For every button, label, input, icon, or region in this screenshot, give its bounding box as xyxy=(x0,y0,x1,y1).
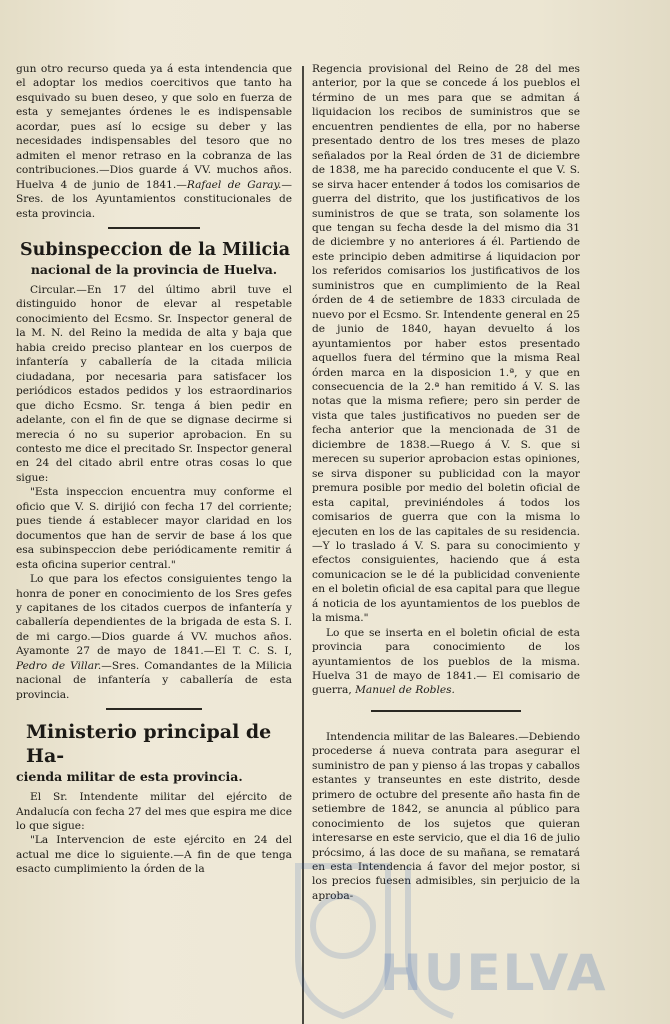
left-column xyxy=(16,62,292,877)
section-heading-ministerio: Ministerio principal de Ha- xyxy=(26,721,272,768)
paragraph-regencia: Regencia provisional del Reino de 28 del mes anterior, por la que se concede á los pueblos el término de un mes para que se admitan á liquidacion los recibos de suministros que se encuentren pendientes de ella, por no haberse presentado dentro de los tres meses de plazo señalados por la Real órden de 31 de diciembre de 1838, me ha parecido conducente el que V. S. se sirva hacer entender á todos los comisarios de guerra del distrito, que los justificativos de los suministros de que se trata, son solamente los que tengan su fecha desde la del mismo dia 31 de diciembre y no anteriores á él. Partiendo de este principio deben admitirse á liquidacion por los referidos comisarios los justificativos de los suministros que en cumplimiento de la Real órden de 4 de setiembre de 1833 circulada de nuevo por el Ecsmo. Sr. Intendente general en 25 de junio de 1840, hayan devuelto á los ayuntamientos por haber estos presentado aquellos fuera del término que la misma Real órden marca en la disposicion 1.ª, y que en consecuencia de la 2.ª han remitido á V. S. las notas que la misma refiere; pero sin perder de vista que tales justificativos no pueden ser de fecha anterior que la mencionada de 31 de diciembre de 1838.—Ruego á V. S. que si merecen su superior aprobacion estas opiniones, se sirva disponer su publicidad con la mayor premura posible por medio del boletin oficial de esta capital, previniéndoles á todos los comisarios de guerra que con la misma lo ejecuten en los de las capitales de su residencia.—Y lo traslado á V. S. para su conocimiento y efectos consiguientes, haciendo que á esta comunicacion se le dé la publicidad conveniente en el boletin oficial de esa capital para que llegue á noticia de los ayuntamientos de los pueblos de la misma." xyxy=(312,63,580,625)
section-subheading-milicia: nacional de la provincia de Huelva. xyxy=(30,261,278,277)
paragraph-baleares: Intendencia militar de las Baleares.—Debiendo procederse á nueva contrata para asegurar el suministro de pan y pienso á las tropas y caballos estantes y transeuntes en este distrito, desde primero de octubre del presente año hasta fin de setiembre de 1842, se anuncia al público para conocimiento de los sujetos que quieran interesarse en este servicio, que el dia 16 de julio prócsimo, á las doce de su mañana, se rematará en esta Intendencia á favor del mejor postor, si los precios fuesen admisibles, sin perjuicio de la aproba- xyxy=(312,730,580,902)
paragraph-quote: "Esta inspeccion encuentra muy conforme el oficio que V. S. dirijió con fecha 17 del corriente; pues tiende á establecer mayor claridad en los documentos que han de servir de base á los que esa subinspeccion debe periódicamente remitir á esta oficina superior central." xyxy=(16,486,292,571)
separator-rule xyxy=(106,708,202,710)
signature-garay: Rafael de Garay. xyxy=(186,178,282,191)
paragraph-circular: Circular.—En 17 del último abril tuve el distinguido honor de elevar al respetable conocimiento del Ecsmo. Sr. Inspector general de la M. N. del Reino la medida de alta y baja que habia creido preciso plantear en los cuerpos de infantería y caballería de la citada milicia ciudadana, por necesaria para satisfacer los periódicos estados pedidos y los estraordinarios que dicho Ecsmo. Sr. tenga á bien pedir en adelante, con el fin de que se dignase decirme si merecia ó no su superior aprobacion. En su contesto me dice el precitado Sr. Inspector general en 24 del citado abril entre otras cosas lo que sigue: xyxy=(16,283,292,484)
section-subheading-hacienda: cienda militar de esta provincia. xyxy=(16,769,243,785)
paragraph-inserta: Lo que se inserta en el boletin oficial de esta provincia para conocimiento de los ayuntamientos de los pueblos de la misma. Huelva 31 de mayo de 1841.— El comisario de guerra, Manuel de Robles. xyxy=(312,626,580,697)
watermark-huelva: HUELVA xyxy=(380,944,608,1002)
right-column xyxy=(312,62,580,903)
paragraph-continuation: gun otro recurso queda ya á esta intendencia que el adoptar los medios coercitivos que tanto ha esquivado su buen deseo, y que solo en fuerza de esta y semejantes órdenes le es indispensable acordar, pues así lo ecsige su deber y las necesidades indispensables del tesoro que no admiten el menor retraso en la cobranza de las contribuciones.—Dios guarde á VV. muchos años. Huelva 4 de junio de 1841.—Rafael de Garay.—Sres. de los Ayuntamientos constitucionales de esta provincia. xyxy=(16,63,292,220)
section-heading-subinspeccion: Subinspeccion de la Milicia xyxy=(20,239,291,260)
paragraph-intervencion: "La Intervencion de este ejército en 24 del actual me dice lo siguiente.—A fin de que tenga esacto cumplimiento la órden de la xyxy=(16,834,292,876)
separator-rule xyxy=(371,710,521,712)
column-divider xyxy=(302,66,304,1024)
signature-robles: Manuel de Robles. xyxy=(355,684,455,697)
paragraph-intendente: El Sr. Intendente militar del ejército de Andalucía con fecha 27 del mes que espira me dice lo que sigue: xyxy=(16,791,292,833)
signature-villar: Pedro de Villar. xyxy=(16,659,102,672)
separator-rule xyxy=(108,227,200,229)
paragraph-tengo: Lo que para los efectos consiguientes tengo la honra de poner en conocimiento de los Sres gefes y capitanes de los citados cuerpos de infantería y caballería dependientes de la brigada de esta S. I. de mi cargo.—Dios guarde á VV. muchos años. Ayamonte 27 de mayo de 1841.—El T. C. S. I, Pedro de Villar.—Sres. Comandantes de la Milicia nacional de infantería y caballería de esta provincia. xyxy=(16,573,292,701)
